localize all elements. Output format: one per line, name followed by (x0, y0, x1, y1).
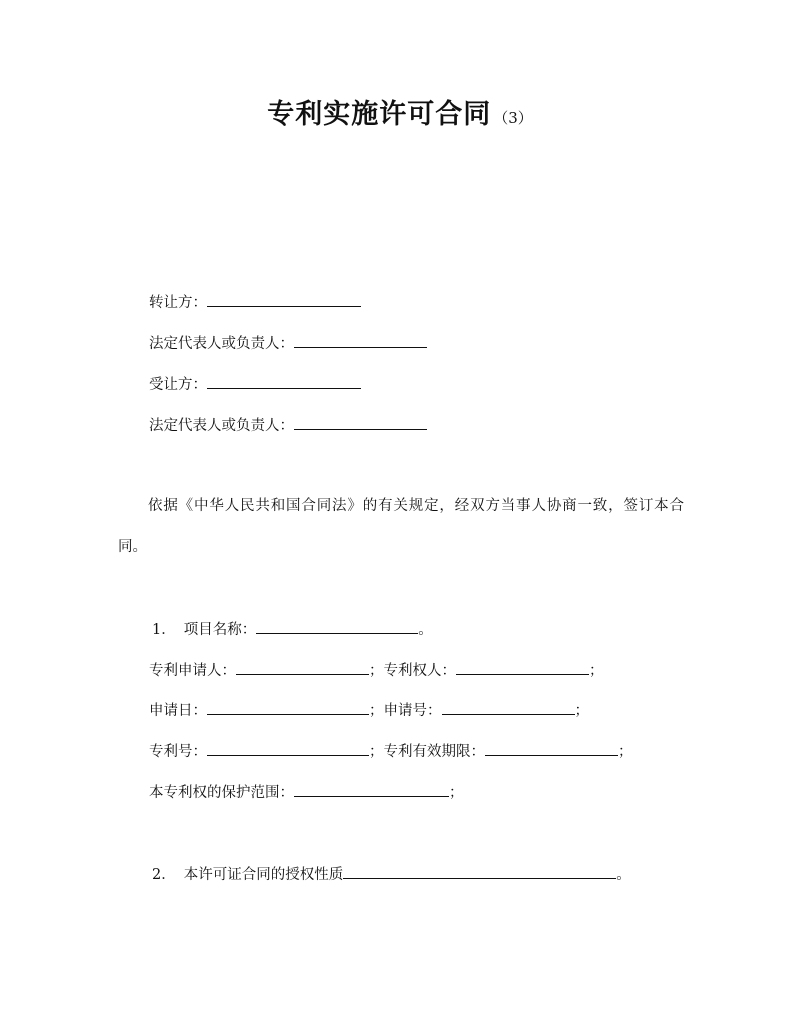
application-line-semicolon: ； (574, 703, 589, 719)
nature-blank[interactable] (343, 863, 616, 879)
application-date-label: 申请日： (149, 703, 207, 719)
applicant-label: 专利申请人： (149, 663, 236, 679)
scope-label: 本专利权的保护范围： (149, 785, 294, 801)
title-suffix: （3） (493, 109, 533, 127)
applicant-line (149, 659, 604, 681)
section1-number: 1． (152, 622, 176, 638)
transferor-blank[interactable] (207, 291, 361, 307)
transferor-rep-label: 法定代表人或负责人： (149, 336, 294, 352)
scope-semicolon: ； (449, 785, 464, 801)
transferee-rep-line (149, 414, 427, 436)
patent-no-label: 专利号： (149, 744, 207, 760)
transferee-rep-blank[interactable] (294, 414, 427, 430)
applicant-line-semicolon: ； (589, 663, 604, 679)
project-name-label: 项目名称： (183, 622, 257, 638)
transferee-label: 受让方： (149, 377, 207, 393)
section2-line (152, 863, 631, 885)
project-name-period: 。 (418, 622, 433, 638)
scope-line (149, 781, 464, 803)
patentee-label: ；专利权人： (369, 663, 456, 679)
patent-no-line (149, 740, 633, 762)
transferor-rep-blank[interactable] (294, 332, 427, 348)
application-date-line (149, 699, 589, 721)
transferee-rep-label: 法定代表人或负责人： (149, 418, 294, 434)
preamble-paragraph: 依据《中华人民共和国合同法》的有关规定，经双方当事人协商一致，签订本合同。 (118, 498, 684, 555)
transferee-line (149, 373, 361, 395)
project-name-blank[interactable] (256, 618, 418, 634)
patentee-blank[interactable] (456, 659, 589, 675)
transferor-line (149, 291, 361, 313)
validity-blank[interactable] (485, 740, 618, 756)
title-main: 专利实施许可合同 (267, 99, 492, 130)
application-no-label: ；申请号： (369, 703, 442, 719)
transferee-blank[interactable] (207, 373, 361, 389)
applicant-blank[interactable] (236, 659, 369, 675)
validity-label: ；专利有效期限： (369, 744, 485, 760)
patent-no-blank[interactable] (207, 740, 369, 756)
transferor-rep-line (149, 332, 427, 354)
patent-line-semicolon: ； (618, 744, 633, 760)
scope-blank[interactable] (294, 781, 449, 797)
application-no-blank[interactable] (442, 699, 575, 715)
section2-period: 。 (616, 867, 631, 883)
project-name-line (152, 618, 433, 640)
section2-number: 2． (152, 867, 176, 883)
nature-label: 本许可证合同的授权性质 (183, 867, 344, 883)
application-date-blank[interactable] (207, 699, 369, 715)
transferor-label: 转让方： (149, 295, 207, 311)
document-title (0, 92, 800, 131)
